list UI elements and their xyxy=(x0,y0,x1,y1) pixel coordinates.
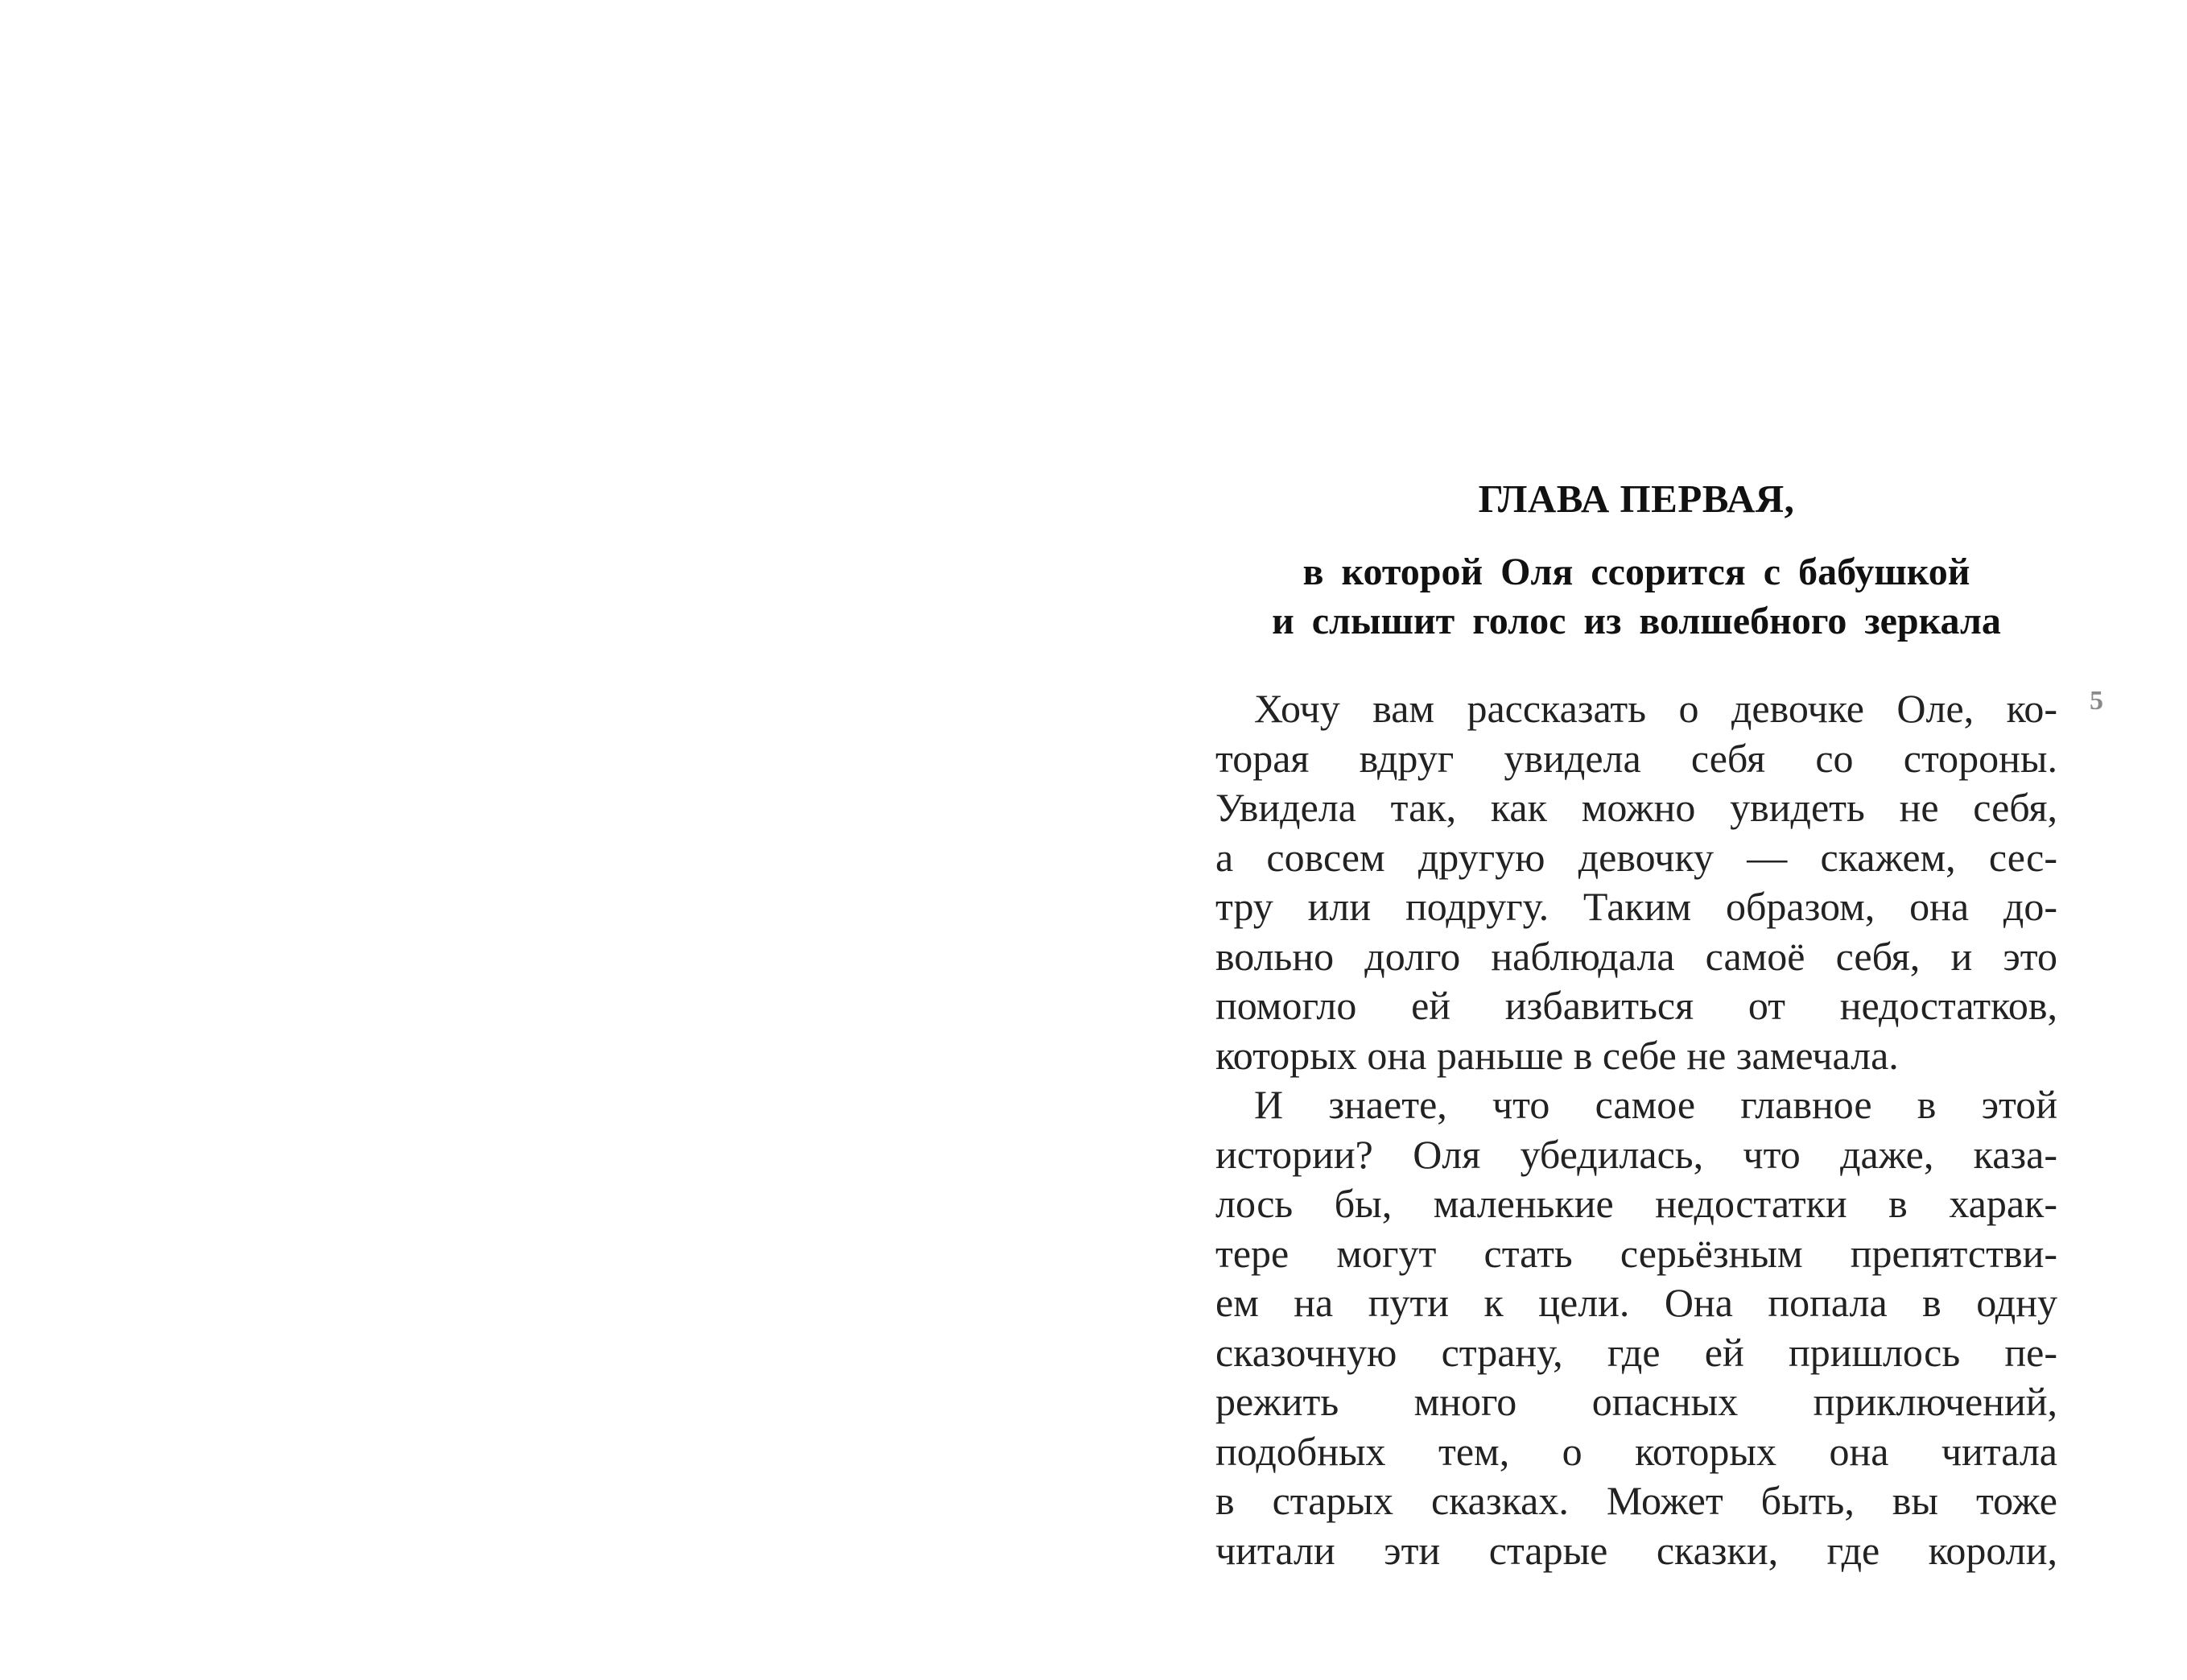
text-line: истории? Оля убедилась, что даже, каза- xyxy=(1215,1131,2057,1177)
chapter-subtitle-line: и слышит голос из волшебного зеркала xyxy=(1272,600,2001,642)
text-line: Увидела так, как можно увидеть не себя, xyxy=(1215,785,2057,830)
text-line: тере могут стать серьёзным препятстви- xyxy=(1215,1230,2057,1276)
chapter-title: ГЛАВА ПЕРВАЯ, xyxy=(1478,477,1795,521)
text-line: ем на пути к цели. Она попала в одну xyxy=(1215,1280,2057,1325)
page-number: 5 xyxy=(2090,686,2103,716)
text-line: помогло ей избавиться от недостатков, xyxy=(1215,983,2057,1028)
text-line: И знаете, что самое главное в этой xyxy=(1254,1082,2057,1127)
chapter-subtitle-line: в которой Оля ссорится с бабушкой xyxy=(1302,551,1970,593)
text-line: вольно долго наблюдала самоё себя, и это xyxy=(1215,933,2057,979)
text-line: читали эти старые сказки, где короли, xyxy=(1215,1527,2057,1573)
chapter-text-block xyxy=(1215,475,2057,1575)
text-line: которых она раньше в себе не замечала. xyxy=(1215,1032,1899,1078)
text-line: тру или подругу. Таким образом, она до- xyxy=(1215,884,2057,929)
text-line: сказочную страну, где ей пришлось пе- xyxy=(1215,1329,2057,1375)
text-line: подобных тем, о которых она читала xyxy=(1215,1428,2057,1474)
text-line: торая вдруг увидела себя со стороны. xyxy=(1215,735,2057,781)
left-page-blank xyxy=(0,0,1093,1680)
right-page xyxy=(1093,0,2187,1680)
text-line: а совсем другую девочку — скажем, сес- xyxy=(1215,834,2057,880)
text-line: режить много опасных приключений, xyxy=(1215,1379,2057,1424)
body-text xyxy=(1215,684,2057,1575)
text-line: лось бы, маленькие недостатки в харак- xyxy=(1215,1181,2057,1226)
text-line: в старых сказках. Может быть, вы тоже xyxy=(1215,1478,2057,1523)
chapter-subtitle xyxy=(1215,547,2057,646)
text-line: Хочу вам рассказать о девочке Оле, ко- xyxy=(1254,686,2057,731)
